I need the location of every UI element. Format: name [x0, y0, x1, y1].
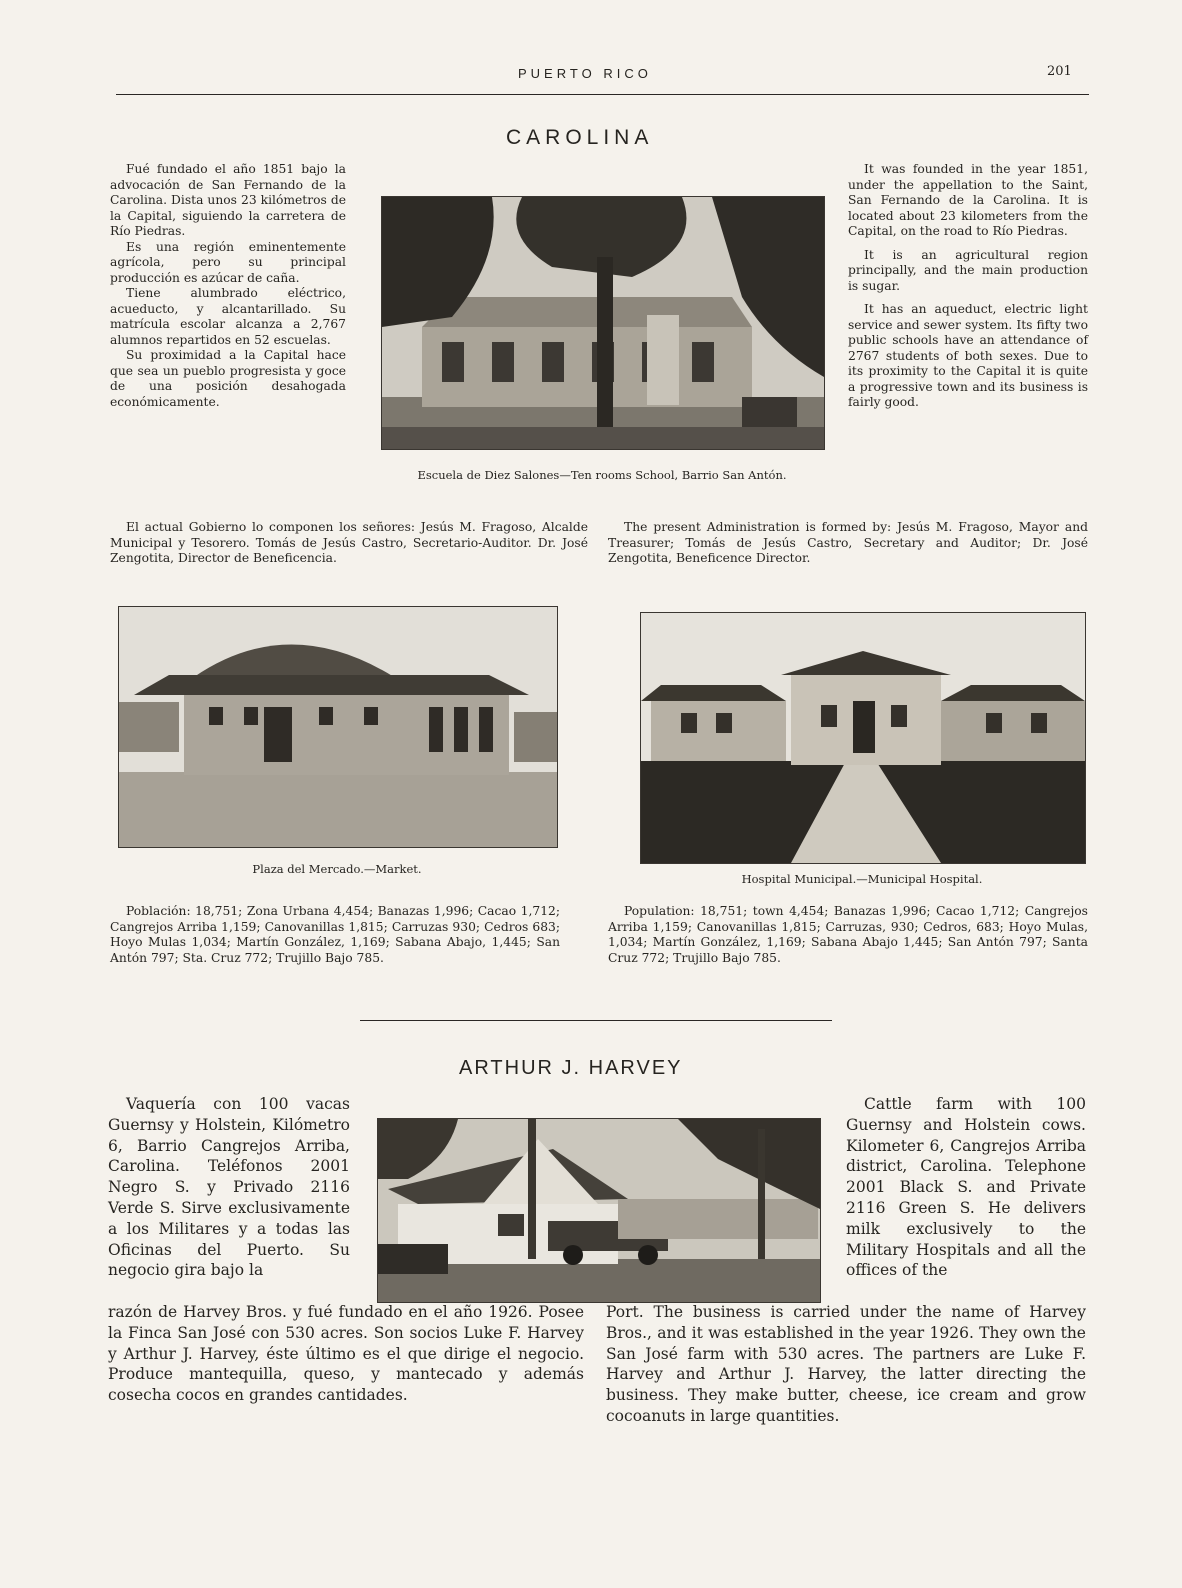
harvey-spanish-top [108, 1094, 350, 1281]
harvey-english-top [846, 1094, 1086, 1281]
paragraph: Port. The business is carried under the name of Harvey Bros., and it was established in the year 1926. They own the San José farm with 530 acres. The partners are Luke F. Harvey and Arthur J. Harvey, the latter directing the business. They make butter, cheese, ice cream and grow cocoanuts in large quantities. [606, 1303, 1086, 1425]
market-caption: Plaza del Mercado.—Market. [252, 862, 422, 876]
paragraph: The present Administration is formed by: Jesús M. Fragoso, Mayor and Treasurer; Tomás de Jesús Castro, Secretary and Auditor; Dr. José Zengotita, Beneficence Director. [608, 520, 1088, 565]
paragraph: Population: 18,751; town 4,454; Banazas 1,996; Cacao 1,712; Cangrejos Arriba 1,159; Canovanillas 1,815; Carruzas, 930; Cedros, 683; Hoyo Mulas, 1,034; Martín González, 1,169; Sabana Abajo 1,445; San Antón 797; Santa Cruz 772; Trujillo Bajo 785. [608, 904, 1088, 965]
paragraph: It has an aqueduct, electric light service and sewer system. Its fifty two public schools have an attendance of 2767 students of both sexes. Due to its proximity to the Capital it is quite a progressive town and its business is fairly good. [848, 302, 1088, 409]
page-number: 201 [1047, 64, 1072, 79]
harvey-spanish-bottom [108, 1302, 584, 1406]
paragraph: Vaquería con 100 vacas Guernsy y Holstein, Kilómetro 6, Barrio Cangrejos Arriba, Carolina. Teléfonos 2001 Negro S. y Privado 2116 Verde S. Sirve exclusivamente a los Militares y a todas las Oficinas del Puerto. Su negocio gira bajo la [108, 1095, 350, 1280]
hospital-photo [640, 612, 1086, 864]
header-rule [116, 94, 1089, 95]
market-photo [118, 606, 558, 848]
paragraph: Fué fundado el año 1851 bajo la advocación de San Fernando de la Carolina. Dista unos 23 kilómetros de la Capital, siguiendo la carretera de Río Piedras. [110, 162, 346, 238]
carolina-spanish-population [110, 904, 560, 966]
school-caption: Escuela de Diez Salones—Ten rooms School, Barrio San Antón. [417, 468, 787, 482]
hospital-caption: Hospital Municipal.—Municipal Hospital. [741, 872, 983, 886]
carolina-spanish-government [110, 520, 588, 567]
carolina-english-government [608, 520, 1088, 567]
carolina-english-intro [848, 162, 1088, 411]
section-divider [360, 1020, 832, 1021]
paragraph: razón de Harvey Bros. y fué fundado en el año 1926. Posee la Finca San José con 530 acres. Son socios Luke F. Harvey y Arthur J. Harvey, éste último es el que dirige el negocio. Produce mantequilla, queso, y mantecado y además cosecha cocos en grandes cantidades. [108, 1303, 584, 1405]
carolina-title: CAROLINA [506, 126, 654, 149]
carolina-english-population [608, 904, 1088, 966]
paragraph: Su proximidad a la Capital hace que sea un pueblo progresista y goce de una posición desahogada económicamente. [110, 348, 346, 409]
harvey-title: ARTHUR J. HARVEY [459, 1057, 683, 1079]
harvey-english-bottom [606, 1302, 1086, 1427]
carolina-spanish-intro [110, 162, 346, 410]
school-photo [381, 196, 825, 450]
paragraph: Cattle farm with 100 Guernsy and Holstein cows. Kilometer 6, Cangrejos Arriba district, Carolina. Telephone 2001 Black S. and Private 2116 Green S. He delivers milk exclusively to the Military Hospitals and all the offices of the [846, 1095, 1086, 1280]
paragraph: Es una región eminentemente agrícola, pero su principal producción es azúcar de caña. [110, 239, 346, 285]
running-header: PUERTO RICO [518, 66, 652, 81]
dairy-farm-photo [377, 1118, 821, 1303]
paragraph: It is an agricultural region principally, and the main production is sugar. [848, 247, 1088, 293]
paragraph: It was founded in the year 1851, under the appellation to the Saint, San Fernando de la Carolina. It is located about 23 kilometers from the Capital, on the road to Río Piedras. [848, 162, 1088, 238]
paragraph: El actual Gobierno lo componen los señores: Jesús M. Fragoso, Alcalde Municipal y Tesorero. Tomás de Jesús Castro, Secretario-Auditor. Dr. José Zengotita, Director de Beneficencia. [110, 520, 588, 565]
paragraph: Tiene alumbrado eléctrico, acueducto, y alcantarillado. Su matrícula escolar alcanza a 2,767 alumnos repartidos en 52 escuelas. [110, 286, 346, 347]
paragraph: Población: 18,751; Zona Urbana 4,454; Banazas 1,996; Cacao 1,712; Cangrejos Arriba 1,159; Canovanillas 1,815; Carruzas 930; Cedros 683; Hoyo Mulas 1,034; Martín González, 1,169; Sabana Abajo, 1,445; San Antón 797; Sta. Cruz 772; Trujillo Bajo 785. [110, 904, 560, 965]
